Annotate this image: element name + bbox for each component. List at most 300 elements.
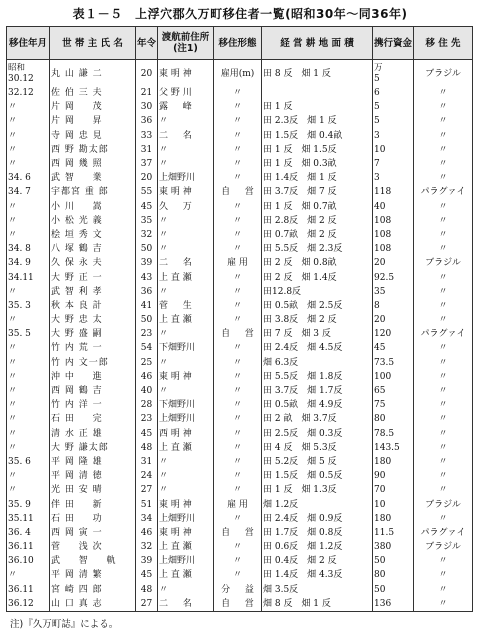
cell-text: 上 直 瀬 (159, 442, 192, 453)
table-cell (373, 200, 414, 214)
cell-text: 〃 (438, 116, 448, 127)
cell-text: パラグァイ (420, 527, 466, 538)
table-cell (158, 285, 214, 299)
cell-text: 〃 (438, 386, 448, 397)
cell-text: 田 7 反 畑 3 反 (263, 329, 331, 340)
table-cell (214, 384, 262, 398)
cell-text: 100 (374, 371, 392, 382)
cell-text: 平 岡 清 徳 (51, 471, 103, 482)
cell-text: 〃 (438, 357, 448, 368)
table-cell (262, 129, 373, 143)
cell-text: 〃 (8, 400, 18, 411)
table-cell (373, 114, 414, 128)
table-cell (7, 441, 50, 455)
table-cell (158, 370, 214, 384)
cell-text: 東 明 神 (159, 371, 192, 382)
cell-text: 〃 (438, 215, 448, 226)
table-cell (158, 114, 214, 128)
table-cell (414, 427, 473, 441)
cell-text: 45 (140, 570, 153, 581)
table-cell (7, 597, 50, 612)
cell-text: 二 名 (159, 258, 192, 269)
table-cell (7, 228, 50, 242)
table-cell (50, 114, 136, 128)
table-cell (262, 327, 373, 341)
table-cell (262, 483, 373, 497)
table-cell (7, 171, 50, 185)
table-row (7, 384, 473, 398)
cell-text: 〃 (8, 357, 18, 368)
cell-text: 〃 (232, 471, 242, 482)
table-cell (262, 597, 373, 612)
table-cell (414, 512, 473, 526)
table-cell (50, 526, 136, 540)
cell-text: ブラジル (425, 542, 461, 553)
table-row (7, 597, 473, 612)
cell-text: 〃 (159, 229, 169, 240)
table-cell (7, 483, 50, 497)
table-cell (158, 583, 214, 597)
table-row (7, 540, 473, 554)
cell-text: 田 1 反 畑 1.5反 (263, 144, 337, 155)
table-cell (50, 412, 136, 426)
cell-text: 田 2.4反 畑 4.5反 (263, 343, 343, 354)
table-cell (373, 242, 414, 256)
unit-prefix: 昭和 (8, 63, 26, 73)
cell-text: 〃 (232, 542, 242, 553)
table-cell (262, 228, 373, 242)
table-cell (136, 157, 158, 171)
table-cell (414, 60, 473, 87)
table-cell (158, 143, 214, 157)
table-cell (262, 568, 373, 582)
cell-text: 雇用(m) (220, 69, 255, 79)
table-cell (158, 427, 214, 441)
table-cell (158, 568, 214, 582)
cell-text: 田 1.4反 畑 1 反 (263, 173, 337, 184)
cell-text: 〃 (438, 159, 448, 170)
table-cell (414, 384, 473, 398)
table-cell (373, 540, 414, 554)
cell-text: 43 (140, 272, 153, 283)
table-cell (158, 270, 214, 284)
cell-text: 380 (374, 542, 392, 553)
cell-text: 田 2 反 畑 0.8畝 (263, 258, 337, 269)
table-cell (373, 129, 414, 143)
table-cell (158, 597, 214, 612)
table-cell (136, 327, 158, 341)
table-cell (214, 60, 262, 87)
cell-text: 畑 1.2反 (263, 499, 299, 510)
cell-text: 6 (374, 88, 380, 99)
table-cell (136, 441, 158, 455)
table-cell (50, 327, 136, 341)
table-cell (136, 299, 158, 313)
table-row (7, 299, 473, 313)
table-cell (373, 228, 414, 242)
cell-text: 50 (374, 584, 386, 595)
cell-text: 48 (140, 584, 153, 595)
table-cell (373, 313, 414, 327)
table-cell (214, 228, 262, 242)
cell-text: 西 岡 鶴 吉 (51, 386, 103, 397)
cell-text: 田 1.7反 畑 0.8反 (263, 527, 343, 538)
cell-text: 雇 用 (227, 258, 248, 269)
table-cell (214, 86, 262, 100)
table-cell (7, 114, 50, 128)
table-cell (414, 597, 473, 612)
table-cell (136, 285, 158, 299)
cell-text: 田 5.5反 畑 2.3反 (263, 244, 343, 255)
table-row (7, 483, 473, 497)
table-row (7, 256, 473, 270)
table-cell (373, 455, 414, 469)
table-cell (7, 299, 50, 313)
table-cell (373, 583, 414, 597)
table-cell (136, 143, 158, 157)
table-cell (158, 313, 214, 327)
table-cell (136, 100, 158, 114)
cell-text: 畑 3.5反 (263, 584, 299, 595)
table-cell (262, 384, 373, 398)
table-cell (136, 497, 158, 511)
cell-text: 西 野 勘太郎 (51, 144, 109, 155)
table-cell (414, 200, 473, 214)
table-cell (136, 341, 158, 355)
cell-text: 50 (140, 315, 153, 326)
cell-text: 田 1.5反 畑 0.4畝 (263, 130, 343, 141)
cell-text: 竹 内 荒 一 (51, 343, 103, 354)
cell-text: 〃 (8, 229, 18, 240)
cell-text: 〃 (438, 229, 448, 240)
cell-text: 36 (140, 116, 153, 127)
table-cell (214, 341, 262, 355)
table-cell (50, 384, 136, 398)
table-cell (414, 313, 473, 327)
table-cell (214, 157, 262, 171)
table-cell (136, 384, 158, 398)
cell-text: 〃 (8, 570, 18, 581)
table-cell (214, 512, 262, 526)
cell-text: 大 野 盛 嗣 (51, 329, 103, 340)
cell-text: 田 0.5畝 畑 2.5反 (263, 300, 343, 311)
cell-text: 東 明 神 (159, 499, 192, 510)
table-cell (7, 526, 50, 540)
table-cell (214, 114, 262, 128)
table-cell (50, 554, 136, 568)
table-row (7, 568, 473, 582)
cell-text: 54 (140, 343, 153, 354)
table-cell (7, 86, 50, 100)
cell-text: 45 (140, 201, 153, 212)
cell-text: 田 2 畝 畑 3.7反 (263, 414, 337, 425)
table-cell (214, 497, 262, 511)
cell-text: 46 (140, 371, 153, 382)
cell-text: 37 (140, 159, 153, 170)
cell-text: 35 (140, 215, 153, 226)
table-cell (414, 497, 473, 511)
cell-text: 田 1.4反 畑 4.3反 (263, 570, 343, 581)
cell-text: 136 (374, 598, 392, 609)
cell-text: 32 (140, 229, 153, 240)
cell-text: 35. 9 (8, 499, 31, 510)
cell-text: 36.12 (8, 598, 34, 609)
cell-text: 下畑野川 (159, 343, 196, 354)
cell-text: 27 (140, 485, 153, 496)
table-cell (373, 185, 414, 199)
cell-text: 〃 (8, 471, 18, 482)
cell-text: 〃 (232, 343, 242, 354)
cell-text: 〃 (8, 414, 18, 425)
cell-text: 露 峰 (159, 102, 192, 113)
table-title: 表１－５ 上浮穴郡久万町移住者一覧(昭和30年〜同36年) (72, 7, 408, 21)
table-cell (214, 427, 262, 441)
table-cell (373, 100, 414, 114)
cell-text: 36.10 (8, 556, 34, 567)
table-cell (50, 455, 136, 469)
table-cell (262, 398, 373, 412)
table-cell (214, 143, 262, 157)
table-cell (50, 441, 136, 455)
cell-text: 30.12 (8, 74, 34, 84)
table-row (7, 86, 473, 100)
table-cell (214, 356, 262, 370)
cell-text: 〃 (232, 102, 242, 113)
cell-text: 23 (140, 414, 153, 425)
cell-text: 〃 (438, 598, 448, 609)
table-cell (373, 143, 414, 157)
table-cell (158, 497, 214, 511)
cell-text: 〃 (232, 386, 242, 397)
cell-text: 40 (140, 386, 153, 397)
cell-text: 二 名 (159, 130, 192, 141)
table-cell (373, 398, 414, 412)
table-cell (373, 157, 414, 171)
cell-text: 45 (374, 343, 386, 354)
table-row (7, 327, 473, 341)
table-cell (136, 398, 158, 412)
cell-text: 田 2.3反 畑 1 反 (263, 116, 337, 127)
cell-text: ブラジル (425, 499, 461, 510)
cell-text: 〃 (438, 400, 448, 411)
table-cell (373, 86, 414, 100)
table-cell (373, 285, 414, 299)
table-row (7, 526, 473, 540)
table-cell (7, 455, 50, 469)
table-cell (373, 597, 414, 612)
cell-text: 〃 (232, 159, 242, 170)
table-cell (7, 469, 50, 483)
cell-text: 田 8 反 畑 1 反 (263, 69, 331, 79)
cell-text: 5 (374, 116, 380, 127)
table-cell (373, 441, 414, 455)
table-cell (262, 270, 373, 284)
table-cell (136, 554, 158, 568)
table-cell (414, 554, 473, 568)
cell-text: 7 (374, 159, 380, 170)
cell-text: 3 (374, 130, 380, 141)
cell-text: 80 (374, 570, 386, 581)
cell-text: 丸 山 謙 二 (51, 69, 103, 79)
table-row (7, 427, 473, 441)
table-cell (262, 497, 373, 511)
table-cell (136, 114, 158, 128)
cell-text: 5 (374, 74, 380, 84)
table-row (7, 214, 473, 228)
table-cell (373, 568, 414, 582)
cell-text: 〃 (438, 201, 448, 212)
table-cell (373, 384, 414, 398)
table-cell (136, 568, 158, 582)
cell-text: 久 保 永 夫 (51, 258, 103, 269)
table-cell (373, 256, 414, 270)
table-cell (214, 171, 262, 185)
cell-text: 上畑野川 (159, 414, 196, 425)
cell-text: 〃 (232, 130, 242, 141)
cell-text: 西 岡 幾 照 (51, 159, 103, 170)
cell-text: 東 明 神 (159, 527, 192, 538)
table-cell (262, 60, 373, 87)
table-cell (414, 398, 473, 412)
header-row (7, 27, 473, 60)
table-cell (414, 583, 473, 597)
table-cell (50, 214, 136, 228)
table-cell (414, 100, 473, 114)
table-cell (136, 200, 158, 214)
table-cell (214, 129, 262, 143)
table-cell (373, 171, 414, 185)
cell-text: 35. 3 (8, 300, 31, 311)
table-cell (136, 483, 158, 497)
table-cell (214, 597, 262, 612)
table-cell (50, 200, 136, 214)
cell-text: 〃 (438, 315, 448, 326)
table-cell (214, 540, 262, 554)
table-cell (414, 540, 473, 554)
table-cell (262, 370, 373, 384)
table-cell (262, 313, 373, 327)
table-cell (373, 60, 414, 87)
cell-text: 36.11 (8, 542, 34, 553)
cell-text: 佐 伯 三 夫 (51, 88, 103, 99)
table-cell (50, 370, 136, 384)
table-cell (262, 441, 373, 455)
cell-text: 32.12 (8, 88, 34, 99)
cell-text: 〃 (232, 201, 242, 212)
table-cell (50, 540, 136, 554)
cell-text: 〃 (159, 329, 169, 340)
cell-text: 上 直 瀬 (159, 570, 192, 581)
table-cell (50, 341, 136, 355)
table-cell (373, 526, 414, 540)
cell-text: 〃 (438, 570, 448, 581)
cell-text: 〃 (8, 428, 18, 439)
cell-text: 65 (374, 386, 386, 397)
table-cell (373, 341, 414, 355)
table-cell (50, 398, 136, 412)
cell-text: 143.5 (374, 442, 400, 453)
table-cell (7, 185, 50, 199)
table-cell (7, 256, 50, 270)
table-row (7, 441, 473, 455)
cell-text: 20 (374, 315, 386, 326)
table-cell (414, 568, 473, 582)
table-cell (262, 100, 373, 114)
column-header: 移住年月 (7, 27, 50, 60)
cell-text: 田 3.8反 畑 2 反 (263, 315, 337, 326)
cell-text: 〃 (438, 471, 448, 482)
cell-text: 〃 (232, 229, 242, 240)
cell-text: 小 川 嵩 (51, 201, 103, 212)
cell-text: 田 1 反 畑 1.3反 (263, 485, 337, 496)
cell-text: 上 直 瀬 (159, 542, 192, 553)
cell-text: 〃 (438, 414, 448, 425)
cell-text: 34. 7 (8, 187, 31, 198)
cell-text: 西 岡 寅 一 (51, 527, 103, 538)
cell-text: 〃 (159, 357, 169, 368)
table-cell (158, 384, 214, 398)
cell-text: 〃 (232, 400, 242, 411)
cell-text: 34 (140, 513, 153, 524)
table-cell (214, 299, 262, 313)
table-row (7, 455, 473, 469)
cell-text: 自 営 (221, 598, 254, 609)
table-cell (414, 129, 473, 143)
cell-text: 34. 6 (8, 173, 31, 184)
table-cell (7, 540, 50, 554)
table-cell (414, 327, 473, 341)
cell-text: 28 (140, 400, 153, 411)
cell-text: 〃 (159, 244, 169, 255)
table-cell (50, 483, 136, 497)
cell-text: 5 (374, 102, 380, 113)
cell-text: 36 (140, 286, 153, 297)
table-cell (50, 100, 136, 114)
cell-text: 畑 6.3反 (263, 357, 299, 368)
table-cell (262, 214, 373, 228)
table-cell (214, 185, 262, 199)
cell-text: 〃 (438, 272, 448, 283)
table-row (7, 114, 473, 128)
table-cell (414, 483, 473, 497)
table-cell (214, 583, 262, 597)
table-cell (50, 568, 136, 582)
cell-text: 〃 (232, 315, 242, 326)
table-cell (7, 384, 50, 398)
table-row (7, 341, 473, 355)
cell-text: 108 (374, 244, 392, 255)
table-cell (136, 313, 158, 327)
cell-text: 〃 (232, 414, 242, 425)
cell-text: 〃 (8, 371, 18, 382)
cell-text: 80 (374, 414, 386, 425)
cell-text: 〃 (232, 116, 242, 127)
table-cell (214, 327, 262, 341)
table-cell (373, 412, 414, 426)
cell-text: 45 (140, 428, 153, 439)
table-cell (7, 242, 50, 256)
cell-text: 〃 (8, 315, 18, 326)
cell-text: 10 (374, 499, 386, 510)
table-row (7, 228, 473, 242)
table-cell (373, 214, 414, 228)
cell-text: 〃 (8, 201, 18, 212)
cell-text: 片 岡 昇 (51, 116, 103, 127)
cell-text: 〃 (438, 102, 448, 113)
table-row (7, 469, 473, 483)
cell-text: 下畑野川 (159, 400, 196, 411)
cell-text: 菅 生 (159, 300, 192, 311)
